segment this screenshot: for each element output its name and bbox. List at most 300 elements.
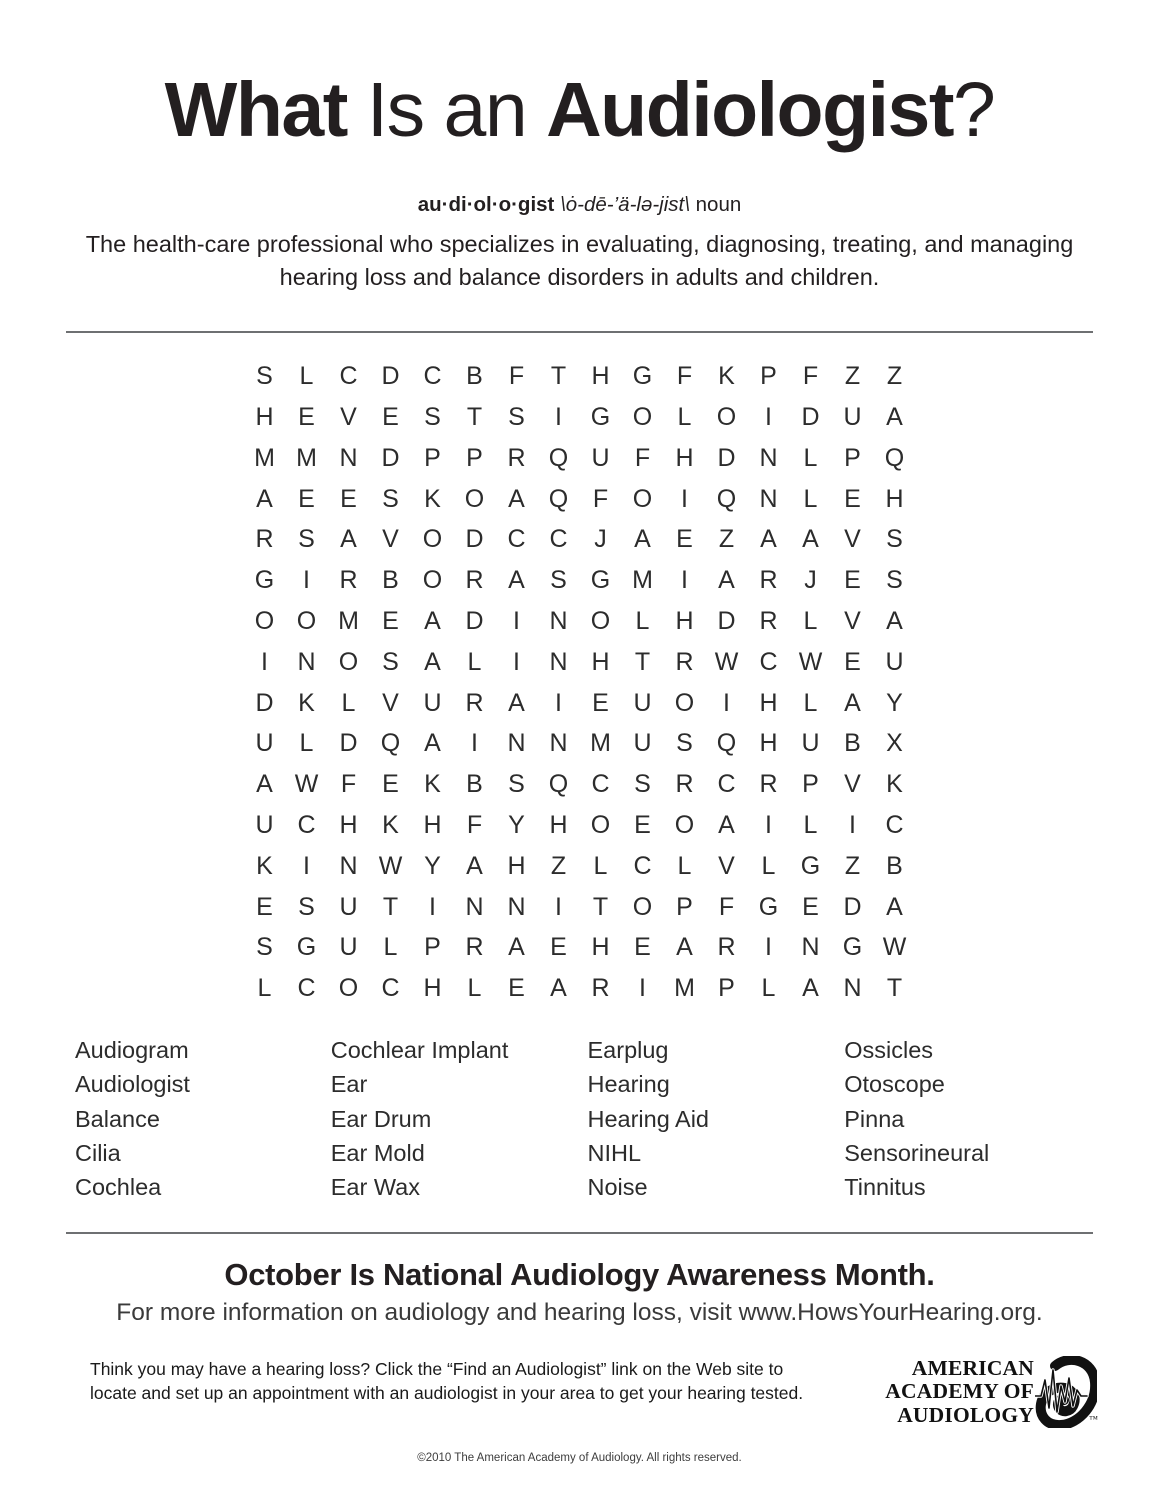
grid-cell: I bbox=[513, 647, 520, 676]
grid-cell: A bbox=[508, 688, 525, 717]
grid-cell: G bbox=[632, 362, 653, 391]
grid-cell: C bbox=[885, 811, 904, 840]
word-list-item: Cochlear Implant bbox=[330, 1037, 509, 1064]
grid-cell: O bbox=[422, 566, 443, 595]
word-list-column bbox=[580, 1033, 837, 1204]
grid-cell: T bbox=[886, 974, 903, 1003]
grid-cell: L bbox=[257, 974, 272, 1003]
word-list bbox=[66, 1033, 1093, 1204]
grid-cell: B bbox=[466, 770, 483, 799]
grid-cell: M bbox=[338, 607, 359, 636]
word-list-item: Cilia bbox=[75, 1139, 121, 1166]
grid-cell: S bbox=[424, 403, 441, 432]
grid-cell: A bbox=[340, 525, 357, 554]
word-search-grid bbox=[244, 356, 916, 1009]
grid-cell: B bbox=[466, 362, 483, 391]
grid-cell: O bbox=[338, 647, 359, 676]
grid-cell: C bbox=[423, 362, 442, 391]
grid-cell: R bbox=[759, 607, 778, 636]
page-title bbox=[0, 0, 1159, 153]
grid-cell: D bbox=[465, 607, 484, 636]
grid-cell: R bbox=[507, 443, 526, 472]
grid-cell: U bbox=[885, 647, 904, 676]
grid-cell: X bbox=[886, 729, 903, 758]
grid-cell: C bbox=[549, 525, 568, 554]
grid-cell: K bbox=[718, 362, 735, 391]
grid-cell: P bbox=[802, 770, 819, 799]
grid-cell: G bbox=[590, 566, 611, 595]
grid-cell: H bbox=[759, 729, 778, 758]
grid-cell: L bbox=[383, 933, 398, 962]
grid-row bbox=[244, 560, 916, 601]
grid-cell: U bbox=[255, 729, 274, 758]
grid-cell: I bbox=[471, 729, 478, 758]
grid-cell: F bbox=[718, 892, 735, 921]
grid-cell: A bbox=[466, 851, 483, 880]
grid-cell: O bbox=[632, 892, 653, 921]
grid-cell: G bbox=[296, 933, 317, 962]
grid-row bbox=[244, 928, 916, 969]
grid-cell: F bbox=[634, 443, 651, 472]
grid-row bbox=[244, 438, 916, 479]
call-to-action-text bbox=[90, 1354, 875, 1405]
grid-cell: B bbox=[844, 729, 861, 758]
grid-cell: R bbox=[591, 974, 610, 1003]
grid-cell: I bbox=[513, 607, 520, 636]
grid-cell: G bbox=[842, 933, 863, 962]
word-list-item: Cochlea bbox=[75, 1173, 162, 1200]
word-list-item: Hearing Aid bbox=[587, 1105, 709, 1132]
grid-cell: V bbox=[844, 607, 861, 636]
grid-cell: Z bbox=[550, 851, 567, 880]
word-list-item: Earplug bbox=[587, 1037, 669, 1064]
grid-cell: I bbox=[555, 403, 562, 432]
grid-cell: T bbox=[466, 403, 483, 432]
grid-cell: L bbox=[677, 403, 692, 432]
grid-cell: U bbox=[633, 688, 652, 717]
grid-cell: M bbox=[254, 443, 275, 472]
grid-cell: O bbox=[716, 403, 737, 432]
grid-cell: F bbox=[340, 770, 357, 799]
grid-cell: T bbox=[592, 892, 609, 921]
grid-cell: M bbox=[296, 443, 317, 472]
grid-cell: C bbox=[591, 770, 610, 799]
grid-row bbox=[244, 397, 916, 438]
grid-row bbox=[244, 601, 916, 642]
grid-cell: L bbox=[803, 811, 818, 840]
grid-cell: R bbox=[759, 770, 778, 799]
grid-cell: G bbox=[590, 403, 611, 432]
grid-cell: L bbox=[761, 851, 776, 880]
divider-bottom bbox=[66, 1232, 1093, 1234]
title-word-audiologist: Audiologist bbox=[546, 67, 953, 153]
grid-cell: K bbox=[256, 851, 273, 880]
grid-cell: A bbox=[718, 566, 735, 595]
grid-cell: F bbox=[508, 362, 525, 391]
grid-cell: R bbox=[255, 525, 274, 554]
grid-cell: N bbox=[297, 647, 316, 676]
grid-cell: A bbox=[886, 403, 903, 432]
grid-cell: U bbox=[255, 811, 274, 840]
grid-cell: N bbox=[339, 443, 358, 472]
grid-cell: M bbox=[632, 566, 653, 595]
grid-cell: E bbox=[676, 525, 693, 554]
grid-cell: A bbox=[802, 525, 819, 554]
grid-cell: H bbox=[549, 811, 568, 840]
copyright-notice: ©2010 The American Academy of Audiology. All rights reserved. bbox=[417, 1452, 742, 1465]
grid-cell: W bbox=[714, 647, 739, 676]
footer-bottom bbox=[0, 1354, 1159, 1428]
grid-cell: A bbox=[550, 974, 567, 1003]
grid-cell: S bbox=[298, 525, 315, 554]
grid-cell: H bbox=[339, 811, 358, 840]
word-list-column bbox=[66, 1033, 323, 1204]
grid-cell: O bbox=[590, 811, 611, 840]
grid-cell: E bbox=[340, 484, 357, 513]
grid-cell: O bbox=[632, 484, 653, 513]
grid-cell: E bbox=[550, 933, 567, 962]
word-list-item: NIHL bbox=[587, 1139, 642, 1166]
grid-cell: I bbox=[261, 647, 268, 676]
grid-cell: V bbox=[844, 525, 861, 554]
grid-cell: K bbox=[424, 770, 441, 799]
grid-cell: N bbox=[843, 974, 862, 1003]
grid-cell: P bbox=[466, 443, 483, 472]
aaa-logo bbox=[885, 1356, 1097, 1428]
grid-cell: C bbox=[339, 362, 358, 391]
grid-cell: I bbox=[303, 851, 310, 880]
grid-cell: A bbox=[718, 811, 735, 840]
grid-cell: N bbox=[549, 729, 568, 758]
grid-cell: S bbox=[382, 484, 399, 513]
grid-cell: W bbox=[378, 851, 403, 880]
grid-cell: I bbox=[765, 933, 772, 962]
grid-cell: F bbox=[676, 362, 693, 391]
grid-cell: L bbox=[677, 851, 692, 880]
grid-cell: A bbox=[844, 688, 861, 717]
grid-cell: B bbox=[886, 851, 903, 880]
word-list-item: Ossicles bbox=[844, 1037, 934, 1064]
grid-cell: U bbox=[423, 688, 442, 717]
grid-cell: E bbox=[256, 892, 273, 921]
word-list-item: Ear Drum bbox=[330, 1105, 432, 1132]
grid-cell: E bbox=[298, 403, 315, 432]
grid-cell: O bbox=[590, 607, 611, 636]
grid-cell: J bbox=[594, 525, 607, 554]
grid-cell: I bbox=[639, 974, 646, 1003]
grid-cell: A bbox=[508, 484, 525, 513]
grid-cell: S bbox=[256, 362, 273, 391]
grid-cell: A bbox=[634, 525, 651, 554]
grid-cell: I bbox=[681, 566, 688, 595]
grid-cell: C bbox=[381, 974, 400, 1003]
word-list-item: Ear Wax bbox=[330, 1173, 420, 1200]
grid-cell: A bbox=[508, 933, 525, 962]
grid-cell: U bbox=[843, 403, 862, 432]
grid-cell: F bbox=[466, 811, 483, 840]
grid-cell: Z bbox=[844, 851, 861, 880]
grid-cell: K bbox=[298, 688, 315, 717]
grid-cell: S bbox=[298, 892, 315, 921]
grid-cell: I bbox=[681, 484, 688, 513]
grid-cell: Y bbox=[886, 688, 903, 717]
trademark-symbol: ™ bbox=[1089, 1414, 1098, 1425]
word-list-item: Tinnitus bbox=[844, 1173, 926, 1200]
grid-cell: C bbox=[507, 525, 526, 554]
word-list-item: Otoscope bbox=[844, 1071, 945, 1098]
grid-cell: D bbox=[339, 729, 358, 758]
grid-cell: P bbox=[760, 362, 777, 391]
grid-cell: A bbox=[886, 607, 903, 636]
grid-cell: O bbox=[674, 688, 695, 717]
grid-cell: V bbox=[382, 688, 399, 717]
grid-cell: W bbox=[798, 647, 823, 676]
grid-cell: A bbox=[886, 892, 903, 921]
grid-cell: E bbox=[508, 974, 525, 1003]
grid-cell: E bbox=[844, 647, 861, 676]
grid-cell: S bbox=[886, 566, 903, 595]
grid-cell: U bbox=[633, 729, 652, 758]
grid-cell: P bbox=[676, 892, 693, 921]
grid-cell: N bbox=[549, 607, 568, 636]
logo-waveform-ear-icon bbox=[1035, 1356, 1097, 1428]
title-word-what: What bbox=[164, 67, 367, 153]
grid-cell: I bbox=[555, 892, 562, 921]
grid-cell: A bbox=[256, 484, 273, 513]
grid-cell: A bbox=[424, 607, 441, 636]
grid-cell: P bbox=[844, 443, 861, 472]
grid-cell: T bbox=[550, 362, 567, 391]
grid-cell: H bbox=[507, 851, 526, 880]
grid-cell: H bbox=[591, 362, 610, 391]
word-list-item: Pinna bbox=[844, 1105, 905, 1132]
grid-cell: I bbox=[765, 811, 772, 840]
grid-cell: E bbox=[634, 933, 651, 962]
grid-cell: R bbox=[675, 770, 694, 799]
grid-cell: A bbox=[802, 974, 819, 1003]
grid-cell: A bbox=[424, 647, 441, 676]
grid-row bbox=[244, 846, 916, 887]
grid-cell: I bbox=[303, 566, 310, 595]
grid-cell: I bbox=[555, 688, 562, 717]
grid-cell: D bbox=[381, 362, 400, 391]
grid-cell: H bbox=[591, 647, 610, 676]
word-list-item: Ear bbox=[330, 1071, 368, 1098]
grid-cell: Q bbox=[548, 484, 569, 513]
grid-cell: H bbox=[591, 933, 610, 962]
grid-cell: F bbox=[802, 362, 819, 391]
grid-cell: E bbox=[382, 770, 399, 799]
cta-line-2: locate and set up an appointment with an audiologist in your area to get your hearing tested. bbox=[90, 1382, 804, 1403]
grid-cell: L bbox=[467, 647, 482, 676]
grid-row bbox=[244, 805, 916, 846]
grid-row bbox=[244, 724, 916, 765]
grid-cell: R bbox=[759, 566, 778, 595]
grid-cell: O bbox=[674, 811, 695, 840]
grid-cell: L bbox=[299, 729, 314, 758]
title-question-mark: ? bbox=[953, 67, 995, 153]
grid-cell: U bbox=[339, 892, 358, 921]
promo-block bbox=[0, 1257, 1159, 1327]
grid-cell: H bbox=[675, 607, 694, 636]
grid-cell: P bbox=[718, 974, 735, 1003]
grid-cell: S bbox=[382, 647, 399, 676]
grid-cell: S bbox=[256, 933, 273, 962]
grid-row bbox=[244, 356, 916, 397]
promo-heading: October Is National Audiology Awareness Month. bbox=[224, 1257, 935, 1293]
grid-cell: L bbox=[803, 443, 818, 472]
grid-row bbox=[244, 683, 916, 724]
grid-cell: B bbox=[382, 566, 399, 595]
logo-line-american: AMERICAN bbox=[911, 1355, 1034, 1380]
grid-cell: I bbox=[849, 811, 856, 840]
word-list-item: Balance bbox=[75, 1105, 160, 1132]
grid-cell: D bbox=[381, 443, 400, 472]
grid-cell: R bbox=[339, 566, 358, 595]
grid-cell: E bbox=[382, 607, 399, 636]
grid-cell: D bbox=[717, 607, 736, 636]
grid-cell: R bbox=[465, 688, 484, 717]
grid-cell: N bbox=[339, 851, 358, 880]
word-list-item: Ear Mold bbox=[330, 1139, 425, 1166]
cta-line-1: Think you may have a hearing loss? Click the “Find an Audiologist” link on the Web site to bbox=[90, 1359, 784, 1380]
grid-cell: A bbox=[508, 566, 525, 595]
grid-cell: E bbox=[382, 403, 399, 432]
grid-row bbox=[244, 642, 916, 683]
grid-cell: M bbox=[590, 729, 611, 758]
pronunciation-line bbox=[0, 192, 1159, 219]
grid-cell: L bbox=[803, 688, 818, 717]
grid-cell: A bbox=[424, 729, 441, 758]
grid-cell: D bbox=[255, 688, 274, 717]
word-search-grid-container bbox=[0, 356, 1159, 1009]
grid-cell: J bbox=[804, 566, 817, 595]
grid-cell: N bbox=[759, 484, 778, 513]
grid-cell: W bbox=[882, 933, 907, 962]
grid-cell: S bbox=[550, 566, 567, 595]
pronunciation-word: au·di·ol·o·gist bbox=[417, 193, 555, 216]
grid-cell: W bbox=[294, 770, 319, 799]
logo-line-audiology: AUDIOLOGY bbox=[897, 1402, 1034, 1427]
grid-cell: V bbox=[340, 403, 357, 432]
grid-cell: Y bbox=[508, 811, 525, 840]
grid-cell: N bbox=[549, 647, 568, 676]
word-list-column bbox=[323, 1033, 580, 1204]
grid-cell: L bbox=[467, 974, 482, 1003]
grid-cell: S bbox=[676, 729, 693, 758]
grid-cell: Q bbox=[716, 729, 737, 758]
grid-cell: R bbox=[465, 933, 484, 962]
grid-cell: R bbox=[717, 933, 736, 962]
grid-cell: C bbox=[633, 851, 652, 880]
grid-row bbox=[244, 887, 916, 928]
grid-cell: D bbox=[465, 525, 484, 554]
grid-cell: L bbox=[803, 607, 818, 636]
grid-cell: O bbox=[338, 974, 359, 1003]
grid-cell: K bbox=[424, 484, 441, 513]
grid-cell: O bbox=[632, 403, 653, 432]
grid-cell: U bbox=[801, 729, 820, 758]
grid-cell: Z bbox=[718, 525, 735, 554]
grid-cell: L bbox=[803, 484, 818, 513]
grid-row bbox=[244, 479, 916, 520]
grid-cell: H bbox=[759, 688, 778, 717]
grid-cell: K bbox=[886, 770, 903, 799]
grid-cell: L bbox=[761, 974, 776, 1003]
logo-line-academy-of: ACADEMY OF bbox=[885, 1379, 1034, 1404]
grid-cell: P bbox=[424, 933, 441, 962]
grid-cell: T bbox=[382, 892, 399, 921]
grid-cell: N bbox=[465, 892, 484, 921]
word-list-item: Noise bbox=[587, 1173, 648, 1200]
grid-cell: U bbox=[591, 443, 610, 472]
grid-cell: H bbox=[675, 443, 694, 472]
grid-cell: Q bbox=[380, 729, 401, 758]
grid-cell: S bbox=[508, 770, 525, 799]
grid-cell: F bbox=[592, 484, 609, 513]
grid-cell: S bbox=[508, 403, 525, 432]
grid-cell: P bbox=[424, 443, 441, 472]
grid-cell: G bbox=[800, 851, 821, 880]
word-list-column bbox=[836, 1033, 1093, 1204]
grid-cell: I bbox=[723, 688, 730, 717]
grid-cell: E bbox=[592, 688, 609, 717]
grid-cell: E bbox=[844, 566, 861, 595]
grid-cell: L bbox=[341, 688, 356, 717]
logo-wordmark bbox=[885, 1357, 1034, 1428]
grid-cell: V bbox=[844, 770, 861, 799]
grid-cell: R bbox=[675, 647, 694, 676]
grid-cell: H bbox=[885, 484, 904, 513]
grid-cell: S bbox=[634, 770, 651, 799]
grid-cell: I bbox=[429, 892, 436, 921]
grid-cell: N bbox=[507, 892, 526, 921]
definition-text: The health-care professional who specializes in evaluating, diagnosing, treating, and managing hearing loss and balance disorders in adults and children. bbox=[85, 230, 1074, 290]
grid-cell: O bbox=[422, 525, 443, 554]
grid-cell: Q bbox=[884, 443, 905, 472]
grid-cell: O bbox=[464, 484, 485, 513]
word-list-item: Audiogram bbox=[75, 1037, 189, 1064]
grid-cell: A bbox=[676, 933, 693, 962]
grid-cell: Q bbox=[716, 484, 737, 513]
grid-cell: N bbox=[801, 933, 820, 962]
grid-cell: C bbox=[717, 770, 736, 799]
title-word-isan: Is an bbox=[366, 67, 547, 153]
grid-cell: D bbox=[801, 403, 820, 432]
grid-cell: Z bbox=[886, 362, 903, 391]
grid-cell: S bbox=[886, 525, 903, 554]
grid-cell: M bbox=[674, 974, 695, 1003]
grid-cell: E bbox=[634, 811, 651, 840]
promo-subheading: For more information on audiology and hearing loss, visit www.HowsYourHearing.org. bbox=[116, 1298, 1043, 1326]
grid-cell: A bbox=[760, 525, 777, 554]
grid-cell: Z bbox=[844, 362, 861, 391]
grid-cell: V bbox=[718, 851, 735, 880]
word-list-item: Audiologist bbox=[75, 1071, 190, 1098]
grid-cell: Q bbox=[548, 770, 569, 799]
pronunciation-ipa: \ȯ-dē-’ä-lə-jist\ bbox=[554, 193, 696, 216]
grid-cell: H bbox=[255, 403, 274, 432]
grid-cell: N bbox=[507, 729, 526, 758]
grid-cell: H bbox=[423, 974, 442, 1003]
grid-cell: O bbox=[254, 607, 275, 636]
grid-cell: E bbox=[844, 484, 861, 513]
grid-cell: Q bbox=[548, 443, 569, 472]
grid-cell: K bbox=[382, 811, 399, 840]
divider-top bbox=[66, 331, 1093, 333]
grid-cell: C bbox=[759, 647, 778, 676]
grid-cell: C bbox=[297, 974, 316, 1003]
